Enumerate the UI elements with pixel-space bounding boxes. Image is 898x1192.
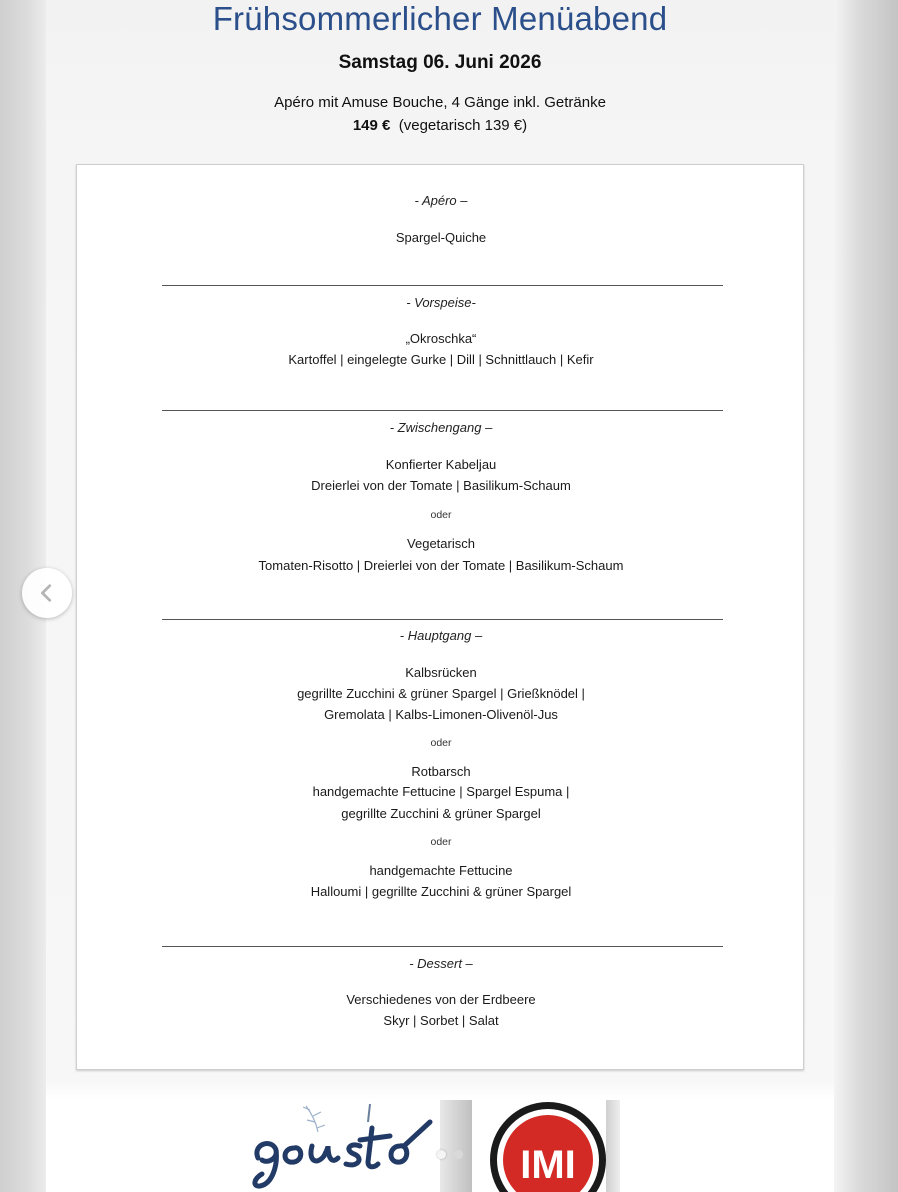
dish-hauptgang-1-line1: gegrillte Zucchini & grüner Spargel | Grießknödel | (297, 686, 585, 701)
imi-logo-text: IMI (520, 1143, 576, 1187)
dish-dessert-components: Skyr | Sorbet | Salat (383, 1013, 499, 1028)
price: 149 € (352, 117, 391, 134)
imi-logo (472, 1100, 612, 1192)
or-separator: oder (430, 509, 452, 521)
or-separator: oder (430, 737, 452, 749)
dish-hauptgang-2-line1: handgemachte Fettucine | Spargel Espuma | (312, 784, 570, 799)
dish-vorspeise-components: Kartoffel | eingelegte Gurke | Dill | Schnittlauch | Kefir (288, 352, 594, 367)
chevron-left-icon (36, 582, 58, 604)
divider (162, 946, 723, 947)
carousel-dots (420, 1150, 480, 1162)
divider (162, 410, 723, 411)
logo-shadow (606, 1100, 620, 1192)
dish-vorspeise: „Okroschka“ (405, 331, 477, 346)
dish-hauptgang-3-line1: Halloumi | gegrillte Zucchini & grüner Spargel (310, 884, 572, 899)
dish-hauptgang-3: handgemachte Fettucine (369, 863, 513, 878)
menu-card (76, 164, 804, 1070)
previous-slide-button[interactable] (22, 568, 72, 618)
event-description: Apéro mit Amuse Bouche, 4 Gänge inkl. Getränke (274, 94, 606, 111)
dish-zwischengang-2-components: Tomaten-Risotto | Dreierlei von der Tomate | Basilikum-Schaum (258, 558, 624, 573)
course-heading-zwischengang: - Zwischengang – (389, 420, 493, 435)
dish-apero: Spargel-Quiche (395, 230, 487, 245)
course-heading-vorspeise: - Vorspeise- (406, 295, 476, 310)
event-date: Samstag 06. Juni 2026 (338, 52, 542, 73)
dish-hauptgang-1-line2: Gremolata | Kalbs-Limonen-Olivenöl-Jus (324, 707, 558, 722)
course-heading-dessert: - Dessert – (409, 956, 473, 971)
dish-zwischengang-1: Konfierter Kabeljau (385, 457, 497, 472)
dish-hauptgang-2-line2: gegrillte Zucchini & grüner Spargel (341, 806, 541, 821)
course-heading-hauptgang: - Hauptgang – (399, 628, 483, 643)
dish-hauptgang-1: Kalbsrücken (405, 665, 477, 680)
logo-shadow (440, 1100, 474, 1192)
dish-zwischengang-2: Vegetarisch (407, 536, 475, 551)
divider (162, 285, 723, 286)
or-separator: oder (430, 836, 452, 848)
viewer-right-band (834, 0, 898, 1192)
course-heading-apero: - Apéro – (414, 193, 468, 208)
gousto-logo (250, 1100, 450, 1192)
price-vegetarian: (vegetarisch 139 €) (398, 117, 528, 134)
page-title: Frühsommerlicher Menüabend (212, 0, 668, 37)
carousel-dot-1[interactable] (437, 1150, 446, 1159)
dish-dessert: Verschiedenes von der Erdbeere (346, 992, 536, 1007)
divider (162, 619, 723, 620)
dish-hauptgang-2: Rotbarsch (411, 764, 471, 779)
price-line (0, 117, 880, 134)
carousel-dot-2[interactable] (454, 1150, 463, 1159)
dish-zwischengang-1-components: Dreierlei von der Tomate | Basilikum-Schaum (311, 478, 571, 493)
